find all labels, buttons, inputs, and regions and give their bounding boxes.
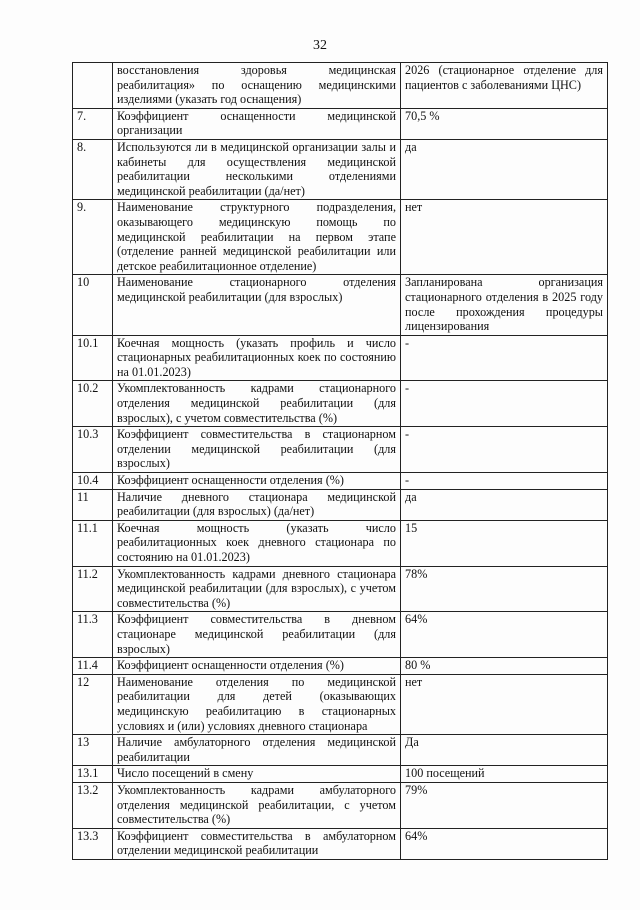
table-row (73, 735, 608, 766)
row-name: Наименование отделения по медицинской реабилитации для детей (оказывающих медицинскую реабилитацию в стационарных условиях и (или) условиях дневного стационара (113, 674, 401, 734)
table-row (73, 335, 608, 381)
row-name: Используются ли в медицинской организации залы и кабинеты для осуществления медицинской реабилитации несколькими отделениями медицинской реабилитации (да/нет) (113, 139, 401, 199)
row-name: Укомплектованность кадрами стационарного отделения медицинской реабилитации (для взрослых), с учетом совместительства (%) (113, 381, 401, 427)
table-row (73, 520, 608, 566)
row-name: Коэффициент совместительства в амбулаторном отделении медицинской реабилитации (113, 828, 401, 859)
row-value: Запланирована организация стационарного отделения в 2025 году после прохождения процедуры лицензирования (401, 275, 608, 335)
row-number: 11.3 (73, 612, 113, 658)
table-row (73, 108, 608, 139)
table-row (73, 275, 608, 335)
page-number: 32 (313, 38, 327, 53)
row-number: 10.1 (73, 335, 113, 381)
row-name: Коечная мощность (указать профиль и число стационарных реабилитационных коек по состоянию на 01.01.2023) (113, 335, 401, 381)
row-number (73, 63, 113, 109)
row-number: 12 (73, 674, 113, 734)
row-value: да (401, 489, 608, 520)
row-value: 100 посещений (401, 766, 608, 783)
row-value: 70,5 % (401, 108, 608, 139)
table-row (73, 139, 608, 199)
row-value: - (401, 381, 608, 427)
row-value: нет (401, 674, 608, 734)
row-name: Число посещений в смену (113, 766, 401, 783)
row-name: Наличие амбулаторного отделения медицинской реабилитации (113, 735, 401, 766)
row-name: Коэффициент совместительства в стационарном отделении медицинской реабилитации (для взрослых) (113, 427, 401, 473)
row-number: 9. (73, 200, 113, 275)
row-number: 10 (73, 275, 113, 335)
row-number: 13.1 (73, 766, 113, 783)
row-name: Укомплектованность кадрами дневного стационара медицинской реабилитации (для взрослых), с учетом совместительства (%) (113, 566, 401, 612)
row-number: 7. (73, 108, 113, 139)
row-value: 78% (401, 566, 608, 612)
table-row (73, 200, 608, 275)
table-row (73, 674, 608, 734)
row-value: 80 % (401, 658, 608, 675)
row-value: Да (401, 735, 608, 766)
row-name: восстановления здоровья медицинская реабилитация» по оснащению медицинскими изделиями (указать год оснащения) (113, 63, 401, 109)
row-name: Коэффициент оснащенности медицинской организации (113, 108, 401, 139)
table-row (73, 612, 608, 658)
row-name: Коэффициент совместительства в дневном стационаре медицинской реабилитации (для взрослых) (113, 612, 401, 658)
row-value: 15 (401, 520, 608, 566)
row-name: Коэффициент оснащенности отделения (%) (113, 473, 401, 490)
row-value: - (401, 473, 608, 490)
row-name: Наименование структурного подразделения, оказывающего медицинскую помощь по медицинской реабилитации на первом этапе (отделение ранней медицинской реабилитации или детское реабилитационное отделение) (113, 200, 401, 275)
row-name: Наличие дневного стационара медицинской реабилитации (для взрослых) (да/нет) (113, 489, 401, 520)
row-value: - (401, 335, 608, 381)
row-name: Укомплектованность кадрами амбулаторного отделения медицинской реабилитации, с учетом совместительства (%) (113, 782, 401, 828)
row-name: Коэффициент оснащенности отделения (%) (113, 658, 401, 675)
table-row (73, 566, 608, 612)
row-name: Коечная мощность (указать число реабилитационных коек дневного стационара по состоянию на 01.01.2023) (113, 520, 401, 566)
table-row (73, 381, 608, 427)
row-number: 11 (73, 489, 113, 520)
row-number: 10.4 (73, 473, 113, 490)
row-number: 13 (73, 735, 113, 766)
row-value: да (401, 139, 608, 199)
row-number: 8. (73, 139, 113, 199)
row-number: 11.1 (73, 520, 113, 566)
table-row (73, 782, 608, 828)
table-row (73, 489, 608, 520)
row-number: 13.3 (73, 828, 113, 859)
rehabilitation-table (72, 62, 608, 860)
row-value: 2026 (стационарное отделение для пациентов с заболеваниями ЦНС) (401, 63, 608, 109)
row-value: нет (401, 200, 608, 275)
table-row (73, 63, 608, 109)
row-value: 64% (401, 612, 608, 658)
table-row (73, 658, 608, 675)
row-number: 10.2 (73, 381, 113, 427)
row-value: 79% (401, 782, 608, 828)
table-row (73, 427, 608, 473)
row-value: 64% (401, 828, 608, 859)
table-row (73, 473, 608, 490)
row-number: 11.2 (73, 566, 113, 612)
row-number: 11.4 (73, 658, 113, 675)
table-row (73, 828, 608, 859)
row-value: - (401, 427, 608, 473)
table-row (73, 766, 608, 783)
row-number: 13.2 (73, 782, 113, 828)
row-number: 10.3 (73, 427, 113, 473)
row-name: Наименование стационарного отделения медицинской реабилитации (для взрослых) (113, 275, 401, 335)
